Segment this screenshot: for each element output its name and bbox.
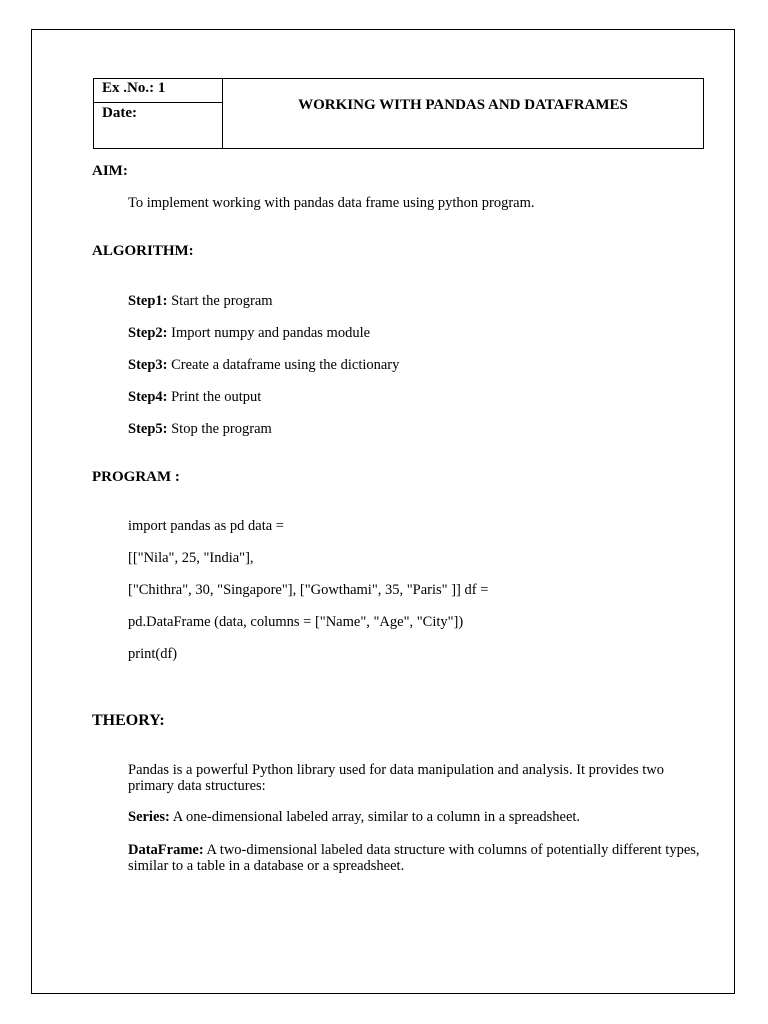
exercise-number: Ex .No.: 1 bbox=[94, 79, 222, 103]
algorithm-heading: ALGORITHM: bbox=[92, 243, 194, 259]
step-label: Step5: bbox=[128, 421, 168, 437]
step-text: Import numpy and pandas module bbox=[171, 325, 371, 341]
theory-heading: THEORY: bbox=[92, 712, 165, 729]
program-line: [["Nila", 25, "India"], bbox=[128, 550, 254, 566]
step-text: Print the output bbox=[171, 389, 262, 405]
program-line: ["Chithra", 30, "Singapore"], ["Gowthami", 35, "Paris" ]] df = bbox=[128, 582, 489, 598]
step-label: Step4: bbox=[128, 389, 168, 405]
step-text: Stop the program bbox=[171, 421, 272, 437]
program-line: import pandas as pd data = bbox=[128, 518, 284, 534]
aim-heading: AIM: bbox=[92, 163, 128, 179]
dataframe-text: A two-dimensional labeled data structure with columns of potentially different types, similar to a table in a database or a spreadsheet. bbox=[128, 842, 700, 874]
algorithm-step bbox=[128, 293, 273, 310]
theory-series bbox=[128, 809, 703, 825]
series-text: A one-dimensional labeled array, similar to a column in a spreadsheet. bbox=[172, 809, 581, 825]
aim-text: To implement working with pandas data frame using python program. bbox=[128, 195, 535, 211]
theory-dataframe bbox=[128, 842, 703, 874]
header-table bbox=[93, 78, 704, 149]
program-line: print(df) bbox=[128, 646, 178, 662]
algorithm-step bbox=[128, 357, 399, 374]
theory-intro: Pandas is a powerful Python library used for data manipulation and analysis. It provides two primary data structures: bbox=[128, 762, 664, 794]
dataframe-label: DataFrame: bbox=[128, 842, 204, 858]
step-label: Step1: bbox=[128, 293, 168, 309]
date-label: Date: bbox=[102, 105, 137, 121]
algorithm-step bbox=[128, 389, 261, 406]
algorithm-step bbox=[128, 421, 272, 438]
step-label: Step3: bbox=[128, 357, 168, 373]
step-text: Start the program bbox=[171, 293, 273, 309]
algorithm-step bbox=[128, 325, 370, 342]
step-text: Create a dataframe using the dictionary bbox=[171, 357, 400, 373]
series-label: Series: bbox=[128, 809, 170, 825]
program-line: pd.DataFrame (data, columns = ["Name", "Age", "City"]) bbox=[128, 614, 464, 630]
document-title: WORKING WITH PANDAS AND DATAFRAMES bbox=[298, 97, 628, 113]
header-left-cell bbox=[94, 79, 223, 148]
program-heading: PROGRAM : bbox=[92, 469, 180, 485]
step-label: Step2: bbox=[128, 325, 168, 341]
